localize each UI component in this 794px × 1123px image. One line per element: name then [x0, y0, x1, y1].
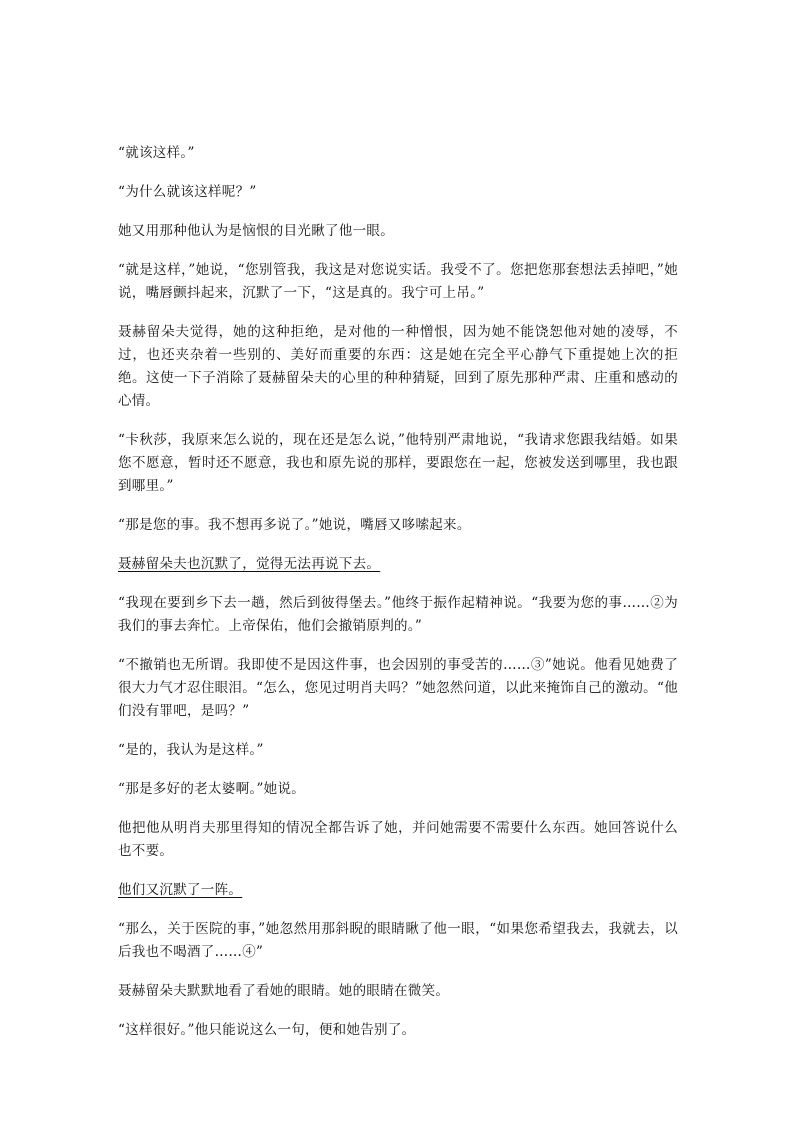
paragraph: “那是多好的老太婆啊。”她说。	[118, 781, 306, 797]
underlined-paragraph: 他们又沉默了一阵。	[118, 882, 243, 898]
paragraph: 聂赫留朵夫默默地看了看她的眼睛。她的眼睛在微笑。	[118, 983, 450, 999]
paragraph: 她又用那种他认为是恼恨的目光瞅了他一眼。	[118, 223, 394, 239]
paragraph: “那是您的事。我不想再多说了。”她说，嘴唇又哆嗦起来。	[118, 517, 471, 533]
paragraph: 聂赫留朵夫觉得，她的这种拒绝，是对他的一种憎恨，因为她不能饶恕他对她的凌辱，不过，也还夹杂着一些别的、美好而重要的东西：这是她在完全平心静气下重提她上次的拒绝。这使一下子消除了聂赫留朵夫的心里的种种猜疑，回到了原先那种严肃、庄重和感动的心情。	[118, 324, 678, 409]
paragraph: “就是这样，”她说，“您别管我，我这是对您说实话。我受不了。您把您那套想法丢掉吧，”她说，嘴唇颤抖起来，沉默了一下，“这是真的。我宁可上吊。”	[118, 262, 678, 301]
paragraph: “是的，我认为是这样。”	[118, 742, 264, 758]
document-body	[118, 142, 678, 1058]
paragraph: “为什么就该这样呢？”	[118, 184, 257, 200]
paragraph: 他把他从明肖夫那里得知的情况全都告诉了她，并问她需要不需要什么东西。她回答说什么也不要。	[118, 820, 678, 859]
paragraph: “那么，关于医院的事，”她忽然用那斜睨的眼睛瞅了他一眼，“如果您希望我去，我就去，以后我也不喝酒了……④”	[118, 921, 678, 960]
underlined-paragraph: 聂赫留朵夫也沉默了，觉得无法再说下去。	[118, 556, 381, 572]
paragraph: “我现在要到乡下去一趟，然后到彼得堡去。”他终于振作起精神说。“我要为您的事……②为我们的事去奔忙。上帝保佑，他们会撤销原判的。”	[118, 595, 678, 634]
paragraph: “这样很好。”他只能说这么一句，便和她告别了。	[118, 1022, 416, 1038]
paragraph: “就该这样。”	[118, 145, 195, 161]
paragraph: “卡秋莎，我原来怎么说的，现在还是怎么说，”他特别严肃地说，“我请求您跟我结婚。如果您不愿意，暂时还不愿意，我也和原先说的那样，要跟您在一起，您被发送到哪里，我也跟到哪里。”	[118, 432, 678, 494]
paragraph: “不撤销也无所谓。我即使不是因这件事，也会因别的事受苦的……③”她说。他看见她费了很大力气才忍住眼泪。“怎么，您见过明肖夫吗？”她忽然问道，以此来掩饰自己的激动。“他们没有罪吧，是吗？”	[118, 657, 678, 719]
